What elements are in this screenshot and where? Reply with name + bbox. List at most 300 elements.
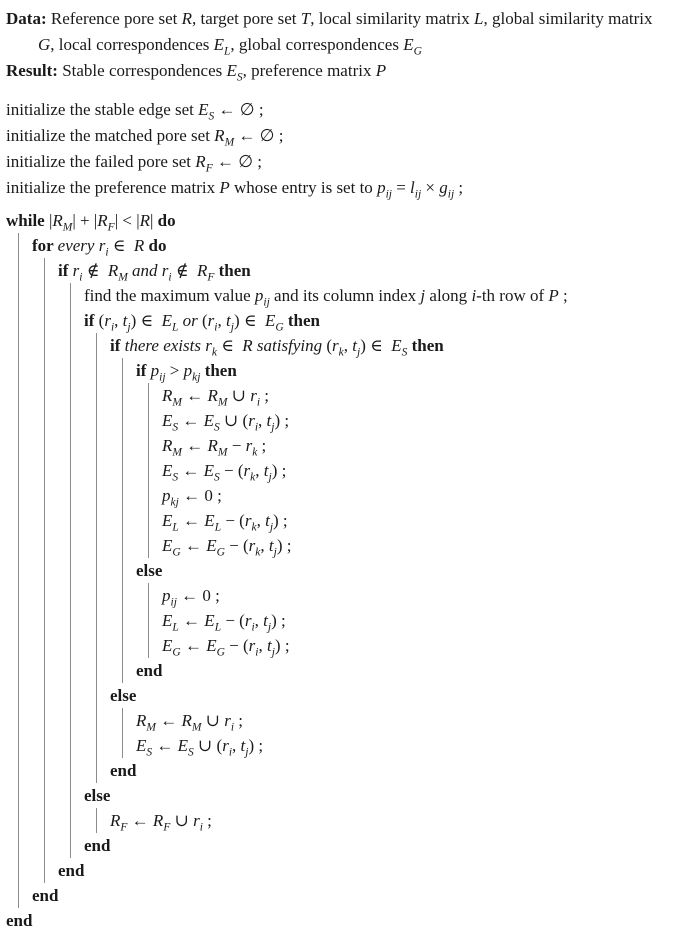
block-indent-rule xyxy=(122,633,123,658)
line-text: , global correspondences xyxy=(230,35,404,54)
block-indent-rule xyxy=(122,708,123,733)
block-indent-rule xyxy=(44,683,45,708)
line-text: Reference pore set xyxy=(50,9,182,28)
keyword-text: end xyxy=(84,836,111,855)
line-text: and its column index xyxy=(269,286,421,305)
line-text: initialize the stable edge set xyxy=(6,100,199,119)
line-text: − ( xyxy=(224,636,249,655)
line-text: ← 0 ; xyxy=(178,486,222,505)
keyword-text: do xyxy=(157,211,176,230)
line-text: initialize the failed pore set xyxy=(6,152,196,171)
line-text: , global similarity matrix xyxy=(483,9,653,28)
keyword-text: else xyxy=(136,561,163,580)
block-indent-rule xyxy=(44,758,45,783)
line-text: , xyxy=(217,311,226,330)
subscript-text: i xyxy=(214,321,218,334)
line-text: R xyxy=(207,436,218,455)
line-text: | xyxy=(150,211,158,230)
subscript-text: j xyxy=(268,471,272,484)
subscript-text: G xyxy=(275,321,284,334)
line-text: ; xyxy=(202,811,212,830)
subscript-text: k xyxy=(338,346,344,359)
block-indent-rule xyxy=(70,383,71,408)
algorithm-line xyxy=(0,408,699,433)
subscript-text: j xyxy=(271,646,275,659)
line-text: ∪ xyxy=(201,711,225,730)
block-indent-rule xyxy=(122,658,123,683)
algorithm-line xyxy=(0,783,699,808)
line-text: ← xyxy=(180,536,207,555)
algorithm-header xyxy=(0,6,699,84)
subscript-text: S xyxy=(208,110,215,123)
keyword-text: if xyxy=(58,261,73,280)
subscript-text: i xyxy=(79,271,83,284)
subscript-text: j xyxy=(267,621,272,634)
line-text: , xyxy=(256,511,266,530)
line-text: R xyxy=(139,211,150,230)
block-indent-rule xyxy=(148,458,149,483)
line-text: p xyxy=(162,486,171,505)
block-indent-rule xyxy=(18,583,19,608)
block-indent-rule xyxy=(122,558,123,583)
line-text: r xyxy=(244,511,252,530)
subscript-text: i xyxy=(199,821,203,834)
subscript-text: L xyxy=(214,621,222,634)
line-text: ) ; xyxy=(276,536,292,555)
block-indent-rule xyxy=(18,783,19,808)
block-indent-rule xyxy=(70,308,71,333)
subscript-text: M xyxy=(62,221,73,234)
keyword-text: end xyxy=(32,886,59,905)
subscript-text: F xyxy=(120,821,128,834)
subscript-text: ij xyxy=(159,371,166,384)
line-text: r xyxy=(243,461,251,480)
line-text: ) ; xyxy=(273,511,288,530)
block-indent-rule xyxy=(148,583,149,608)
line-text: , xyxy=(258,636,267,655)
algorithm-line xyxy=(0,175,699,201)
algorithm-line xyxy=(0,558,699,583)
block-indent-rule xyxy=(70,333,71,358)
line-text: ← 0 ; xyxy=(176,586,220,605)
subscript-text: L xyxy=(214,521,222,534)
block-indent-rule xyxy=(44,283,45,308)
line-text: ) ; xyxy=(248,736,264,755)
block-indent-rule xyxy=(18,758,19,783)
line-text: R xyxy=(133,236,145,255)
line-text: E xyxy=(162,511,173,530)
line-text: r xyxy=(104,311,111,330)
line-text: , xyxy=(260,536,269,555)
line-text: R xyxy=(110,811,121,830)
algorithm-line xyxy=(0,258,699,283)
block-indent-rule xyxy=(96,533,97,558)
line-text: t xyxy=(266,636,272,655)
block-indent-rule xyxy=(96,458,97,483)
line-text: E xyxy=(203,461,215,480)
line-text: R xyxy=(152,811,164,830)
block-indent-rule xyxy=(44,408,45,433)
block-indent-rule xyxy=(70,783,71,808)
algorithm-line xyxy=(0,483,699,508)
line-text: j xyxy=(420,286,426,305)
line-text: R xyxy=(214,126,225,145)
line-text: l xyxy=(410,178,415,197)
block-indent-rule xyxy=(44,783,45,808)
subscript-text: j xyxy=(230,321,234,334)
line-text: ) ; xyxy=(274,411,290,430)
line-text: P xyxy=(219,178,230,197)
block-indent-rule xyxy=(70,833,71,858)
block-indent-rule xyxy=(96,333,97,358)
line-text: p xyxy=(254,286,264,305)
block-indent-rule xyxy=(148,633,149,658)
line-text: ← xyxy=(152,736,178,755)
subscript-text: i xyxy=(105,246,109,259)
line-text: , local correspondences xyxy=(50,35,214,54)
block-indent-rule xyxy=(70,683,71,708)
line-text: r xyxy=(248,411,255,430)
line-text: R xyxy=(52,211,63,230)
line-text: | xyxy=(48,211,53,230)
algorithm-line xyxy=(0,6,699,32)
line-text: ← xyxy=(178,511,205,530)
subscript-text: kj xyxy=(192,371,201,384)
keyword-text: then xyxy=(218,261,251,280)
line-text: E xyxy=(204,611,215,630)
line-text: t xyxy=(352,336,357,355)
keyword-text: then xyxy=(204,361,237,380)
block-indent-rule xyxy=(96,733,97,758)
block-indent-rule xyxy=(18,308,19,333)
block-indent-rule xyxy=(44,433,45,458)
keyword-text: else xyxy=(84,786,111,805)
line-text: R xyxy=(242,336,253,355)
line-text: r xyxy=(248,636,256,655)
line-text: G xyxy=(38,35,51,54)
block-indent-rule xyxy=(70,633,71,658)
block-indent-rule xyxy=(18,883,19,908)
line-text: E xyxy=(403,35,414,54)
block-indent-rule xyxy=(122,583,123,608)
block-indent-rule xyxy=(18,858,19,883)
block-indent-rule xyxy=(96,808,97,833)
keyword-text: then xyxy=(411,336,444,355)
block-indent-rule xyxy=(18,258,19,283)
block-indent-rule xyxy=(96,483,97,508)
subscript-text: L xyxy=(224,45,231,58)
keyword-text: if xyxy=(110,336,125,355)
keyword-text: for xyxy=(32,236,58,255)
line-text: there exists r xyxy=(124,336,212,355)
line-text: p xyxy=(150,361,160,380)
line-text: ) ∈ xyxy=(233,311,265,330)
block-indent-rule xyxy=(148,533,149,558)
block-indent-rule xyxy=(70,558,71,583)
block-indent-rule xyxy=(122,533,123,558)
subscript-text: L xyxy=(171,321,179,334)
subscript-text: ij xyxy=(447,188,455,201)
algorithm-line xyxy=(0,833,699,858)
line-text: r xyxy=(244,611,252,630)
block-indent-rule xyxy=(18,358,19,383)
subscript-text: M xyxy=(118,271,128,284)
block-indent-rule xyxy=(70,483,71,508)
block-indent-rule xyxy=(18,558,19,583)
algorithm-line xyxy=(0,633,699,658)
subscript-text: j xyxy=(127,321,131,334)
line-text: − ( xyxy=(224,536,249,555)
subscript-text: i xyxy=(251,621,255,634)
block-indent-rule xyxy=(70,358,71,383)
line-text: every r xyxy=(57,236,106,255)
line-text: ← xyxy=(178,611,205,630)
subscript-text: M xyxy=(191,721,202,734)
subscript-text: S xyxy=(172,421,179,434)
keyword-text: Data: xyxy=(6,9,51,28)
line-text: R xyxy=(196,261,208,280)
line-text: , xyxy=(232,736,241,755)
block-indent-rule xyxy=(70,658,71,683)
line-text: ) ; xyxy=(271,461,287,480)
line-text: E xyxy=(391,336,402,355)
line-text: ← xyxy=(180,636,207,655)
line-text: ; xyxy=(257,436,267,455)
line-text: R xyxy=(162,436,173,455)
line-text: t xyxy=(266,411,272,430)
block-indent-rule xyxy=(96,708,97,733)
line-text: or xyxy=(182,311,198,330)
subscript-text: G xyxy=(413,45,422,58)
line-text: ( xyxy=(322,336,333,355)
line-text: r xyxy=(72,261,80,280)
block-indent-rule xyxy=(18,733,19,758)
block-indent-rule xyxy=(44,583,45,608)
block-indent-rule xyxy=(18,658,19,683)
block-indent-rule xyxy=(44,733,45,758)
algorithm-line xyxy=(0,758,699,783)
block-indent-rule xyxy=(44,658,45,683)
line-text: r xyxy=(248,536,256,555)
line-text: g xyxy=(439,178,448,197)
subscript-text: G xyxy=(216,646,225,659)
block-indent-rule xyxy=(70,408,71,433)
subscript-text: M xyxy=(224,136,235,149)
line-text: R xyxy=(207,386,218,405)
line-text: t xyxy=(265,511,270,530)
line-text: r xyxy=(332,336,339,355)
subscript-text: ij xyxy=(414,188,422,201)
subscript-text: ij xyxy=(385,188,392,201)
block-indent-rule xyxy=(148,483,149,508)
line-text: E xyxy=(162,536,173,555)
line-text: and xyxy=(132,261,158,280)
algorithm-init-block xyxy=(0,97,699,201)
subscript-text: S xyxy=(214,421,220,434)
block-indent-rule xyxy=(44,533,45,558)
subscript-text: j xyxy=(273,546,277,559)
line-text: E xyxy=(162,411,173,430)
line-text: -th row of xyxy=(476,286,549,305)
line-text: , xyxy=(114,311,123,330)
line-text: R xyxy=(195,152,206,171)
line-text: satisfying xyxy=(256,336,323,355)
line-text: whose entry is set to xyxy=(229,178,378,197)
line-text: ← ∅ ; xyxy=(212,152,263,171)
algorithm-line xyxy=(0,883,699,908)
line-text: ) ∈ xyxy=(130,311,162,330)
line-text: ; xyxy=(234,711,244,730)
block-indent-rule xyxy=(18,808,19,833)
block-indent-rule xyxy=(70,608,71,633)
keyword-text: end xyxy=(58,861,85,880)
subscript-text: i xyxy=(168,271,172,284)
block-indent-rule xyxy=(96,758,97,783)
subscript-text: S xyxy=(172,471,179,484)
line-text: R xyxy=(181,711,192,730)
algorithm-line xyxy=(0,508,699,533)
line-text: ← ∅ ; xyxy=(234,126,284,145)
keyword-text: Result: xyxy=(6,61,63,80)
block-indent-rule xyxy=(18,408,19,433)
keyword-text: end xyxy=(136,661,163,680)
line-text: E xyxy=(226,61,237,80)
line-text: − ( xyxy=(219,461,244,480)
algorithm-line xyxy=(0,208,699,233)
line-text: R xyxy=(136,711,147,730)
algorithm-line xyxy=(0,658,699,683)
line-text: P xyxy=(375,61,387,80)
line-text: E xyxy=(264,311,276,330)
line-text: ∪ xyxy=(227,386,251,405)
algorithm-line xyxy=(0,858,699,883)
block-indent-rule xyxy=(96,658,97,683)
algorithm-line xyxy=(0,908,699,933)
block-indent-rule xyxy=(18,633,19,658)
line-text: − ( xyxy=(221,511,245,530)
block-indent-rule xyxy=(44,258,45,283)
block-indent-rule xyxy=(70,808,71,833)
line-text: | < | xyxy=(114,211,140,230)
subscript-text: G xyxy=(172,546,181,559)
line-text: r xyxy=(245,436,253,455)
line-text: ∈ xyxy=(216,336,243,355)
block-indent-rule xyxy=(44,508,45,533)
subscript-text: M xyxy=(217,396,228,409)
block-indent-rule xyxy=(122,508,123,533)
keyword-text: end xyxy=(6,911,33,930)
keyword-text: if xyxy=(84,311,99,330)
algorithm-line xyxy=(0,123,699,149)
subscript-text: S xyxy=(188,746,194,759)
line-text: initialize the preference matrix xyxy=(6,178,220,197)
line-text: R xyxy=(107,261,119,280)
block-indent-rule xyxy=(44,308,45,333)
line-text: p xyxy=(162,586,171,605)
line-text: E xyxy=(203,411,215,430)
line-text: ← ∅ ; xyxy=(214,100,264,119)
line-text: E xyxy=(177,736,189,755)
subscript-text: k xyxy=(250,471,256,484)
subscript-text: k xyxy=(252,446,258,459)
algorithm-line xyxy=(0,808,699,833)
line-text: ; xyxy=(260,386,270,405)
line-text: t xyxy=(263,461,269,480)
line-text: E xyxy=(204,511,215,530)
block-indent-rule xyxy=(148,508,149,533)
keyword-text: do xyxy=(148,236,167,255)
line-text: , xyxy=(255,461,264,480)
line-text: t xyxy=(263,611,268,630)
line-text: ( xyxy=(98,311,105,330)
block-indent-rule xyxy=(18,833,19,858)
subscript-text: ij xyxy=(263,296,270,309)
block-indent-rule xyxy=(18,483,19,508)
subscript-text: i xyxy=(255,646,259,659)
line-text: E xyxy=(162,636,173,655)
block-indent-rule xyxy=(44,383,45,408)
block-indent-rule xyxy=(70,708,71,733)
keyword-text: else xyxy=(110,686,137,705)
line-text: ∪ ( xyxy=(193,736,223,755)
line-text: r xyxy=(224,711,231,730)
line-text: r xyxy=(250,386,257,405)
block-indent-rule xyxy=(96,583,97,608)
block-indent-rule xyxy=(18,708,19,733)
block-indent-rule xyxy=(18,508,19,533)
line-text: , xyxy=(343,336,353,355)
block-indent-rule xyxy=(44,858,45,883)
block-indent-rule xyxy=(44,458,45,483)
line-text: P xyxy=(548,286,559,305)
subscript-text: kj xyxy=(170,496,179,509)
block-indent-rule xyxy=(44,633,45,658)
subscript-text: i xyxy=(110,321,115,334)
line-text: T xyxy=(300,9,311,28)
block-indent-rule xyxy=(122,383,123,408)
line-text: | + | xyxy=(72,211,98,230)
subscript-text: k xyxy=(211,346,217,359)
algorithm-line xyxy=(0,383,699,408)
block-indent-rule xyxy=(122,358,123,383)
line-text: p xyxy=(183,361,193,380)
subscript-text: j xyxy=(245,746,249,759)
block-indent-rule xyxy=(44,808,45,833)
subscript-text: F xyxy=(205,162,213,175)
subscript-text: j xyxy=(269,521,274,534)
line-text: ← xyxy=(178,411,204,430)
line-text: ← xyxy=(127,811,153,830)
line-text: initialize the matched pore set xyxy=(6,126,215,145)
block-indent-rule xyxy=(96,383,97,408)
block-indent-rule xyxy=(96,433,97,458)
line-text: ) ∈ xyxy=(360,336,392,355)
block-indent-rule xyxy=(96,683,97,708)
block-indent-rule xyxy=(18,533,19,558)
block-indent-rule xyxy=(18,283,19,308)
algorithm-line xyxy=(0,233,699,258)
line-text: ( xyxy=(197,311,208,330)
line-text: E xyxy=(136,736,147,755)
line-text: ) ; xyxy=(274,636,290,655)
block-indent-rule xyxy=(96,558,97,583)
line-text: E xyxy=(162,461,173,480)
block-indent-rule xyxy=(70,583,71,608)
algorithm-line xyxy=(0,358,699,383)
algorithm-line xyxy=(0,533,699,558)
line-text: t xyxy=(268,536,274,555)
line-text: ; xyxy=(558,286,568,305)
